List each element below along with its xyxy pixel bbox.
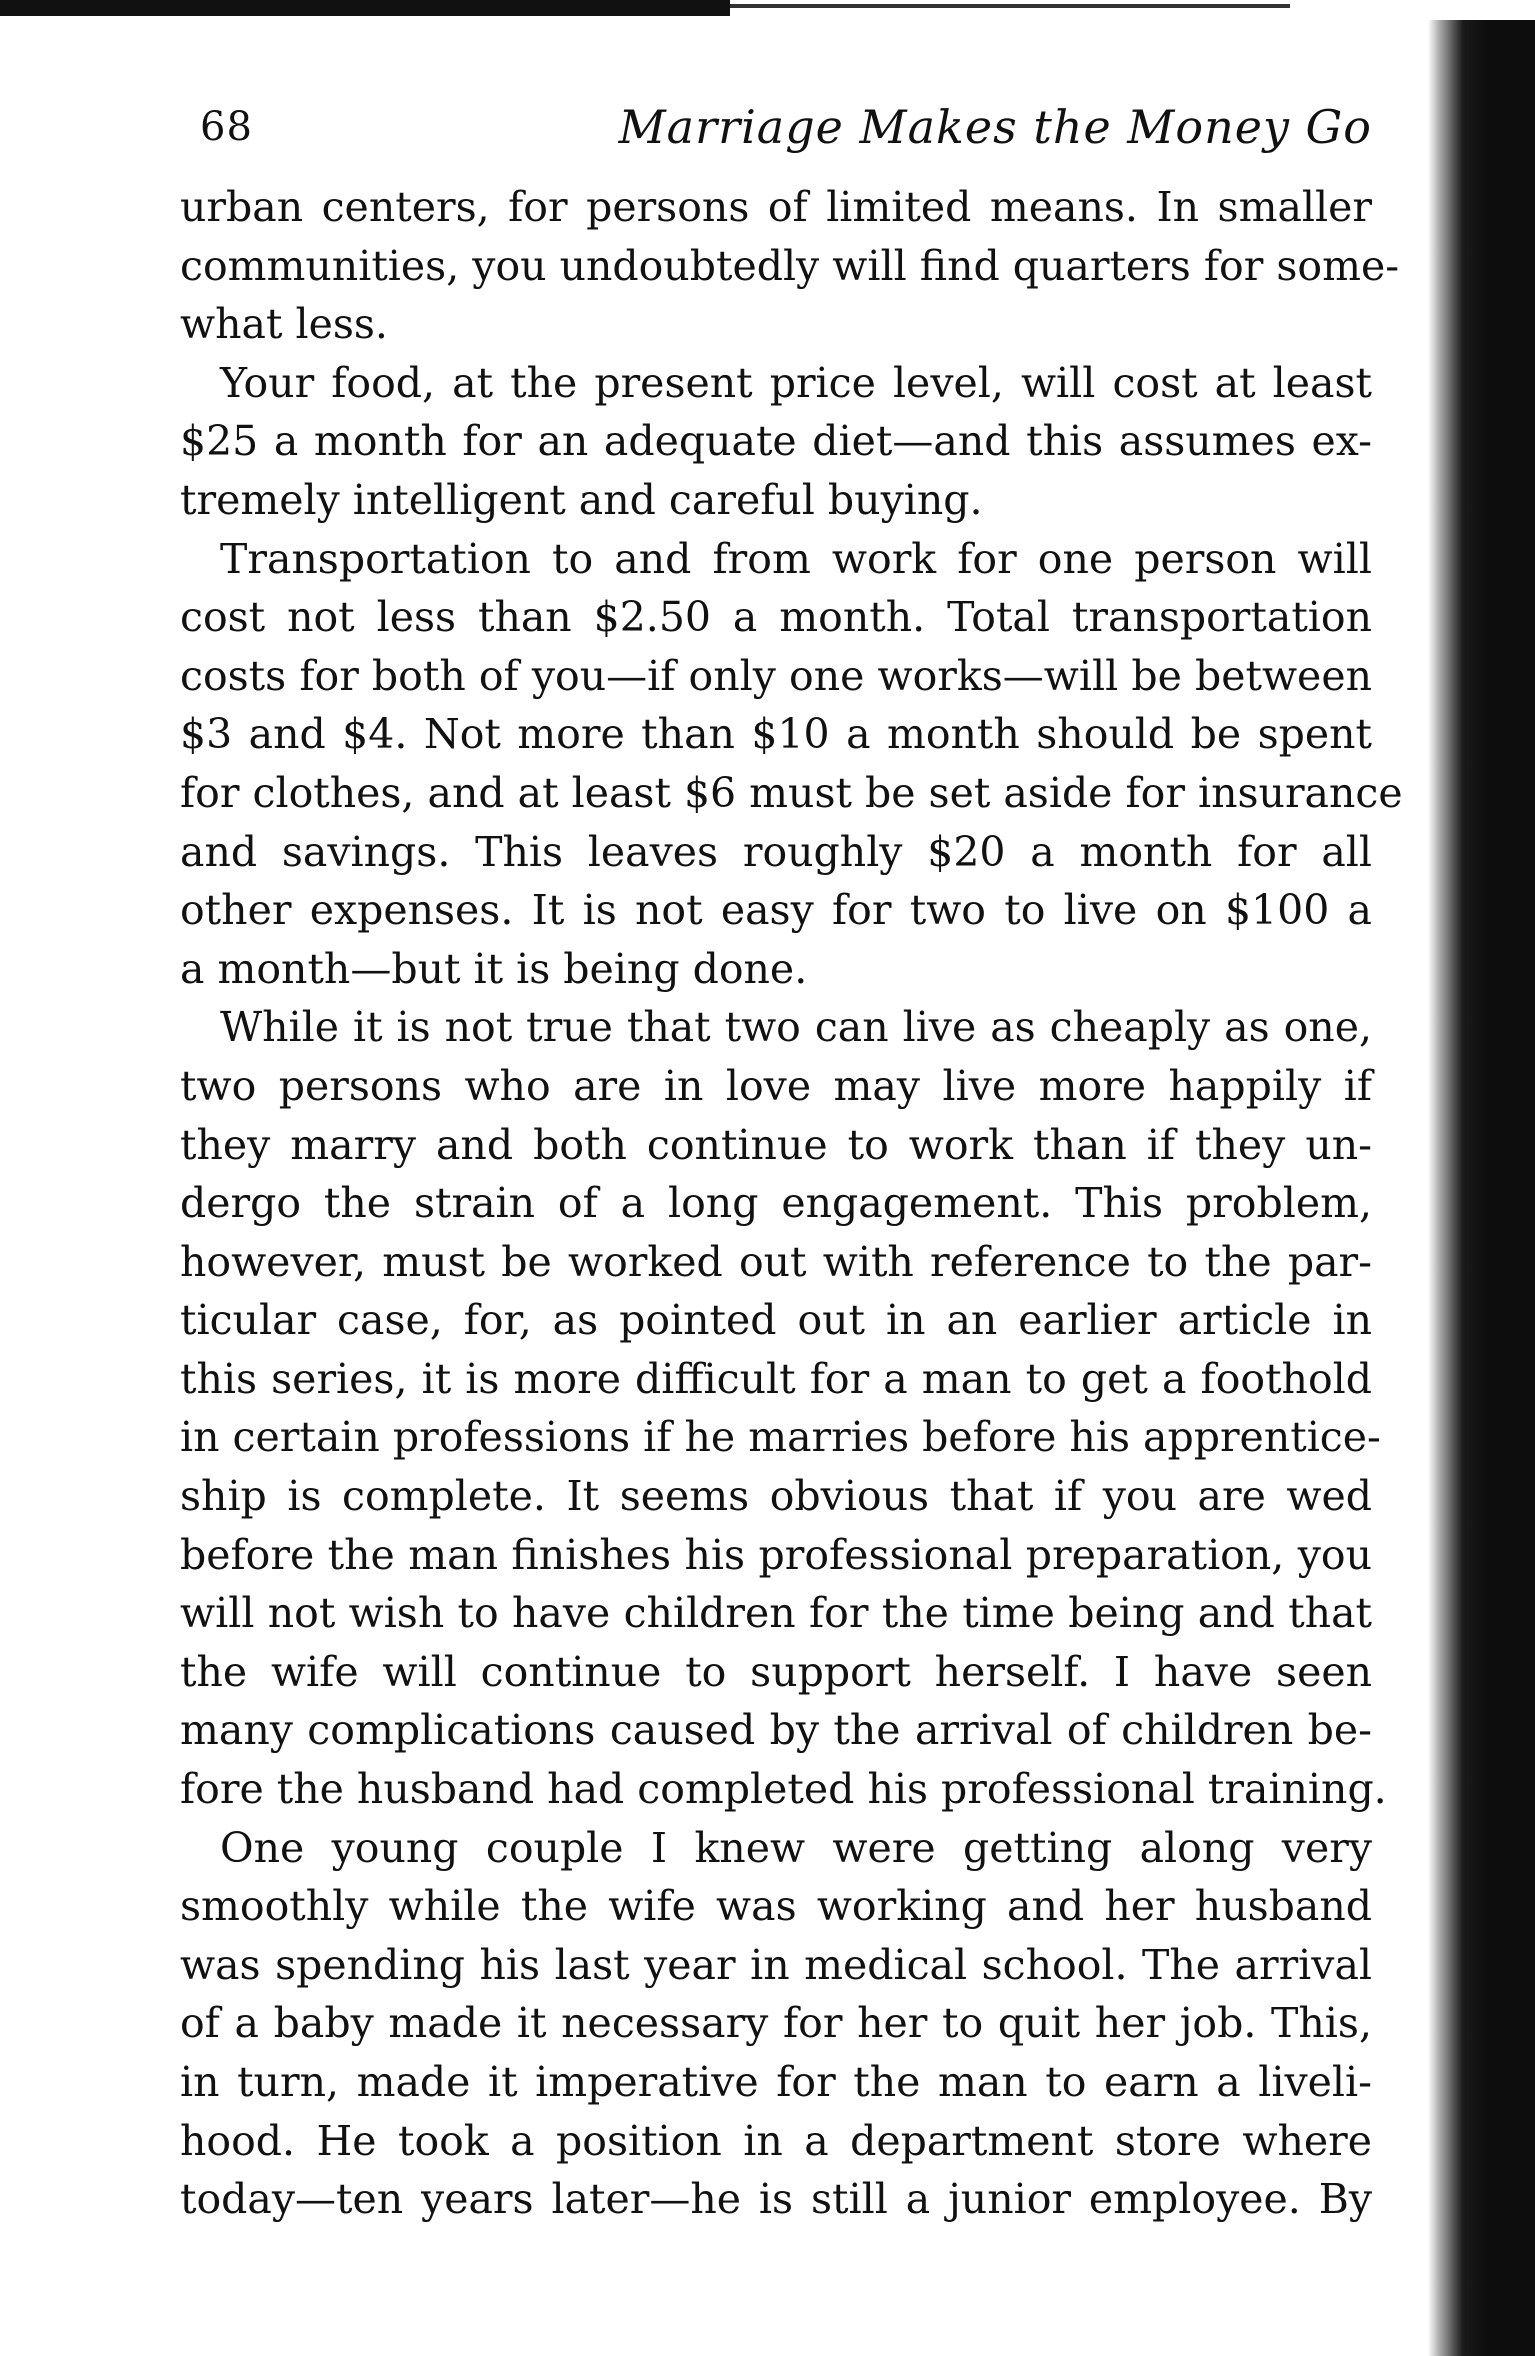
text-line: for clothes, and at least $6 must be set aside for insurance [180, 768, 1403, 817]
text-line: ship is complete. It seems obvious that if you are wed [180, 1472, 1372, 1521]
text-line: cost not less than $2.50 a month. Total transportation [180, 593, 1372, 642]
text-line: $3 and $4. Not more than $10 a month should be spent [180, 710, 1372, 759]
text-line: before the man finishes his professional preparation, you [180, 1530, 1372, 1579]
text-line: fore the husband had completed his professional training. [180, 1765, 1387, 1814]
running-header [200, 90, 1372, 160]
text-line: will not wish to have children for the time being and that [180, 1589, 1372, 1638]
page-number: 68 [200, 104, 253, 150]
text-line: other expenses. It is not easy for two to live on $100 a [180, 886, 1372, 935]
text-line: One young couple I knew were getting along very [220, 1823, 1372, 1872]
text-line: however, must be worked out with reference to the par- [180, 1237, 1372, 1286]
text-line: was spending his last year in medical school. The arrival [180, 1940, 1372, 1989]
text-line: costs for both of you—if only one works—will be between [180, 651, 1372, 700]
binding-shadow [1428, 20, 1535, 2356]
text-line: $25 a month for an adequate diet—and this assumes ex- [180, 417, 1372, 466]
text-line: today—ten years later—he is still a junior employee. By [180, 2175, 1372, 2224]
text-line: smoothly while the wife was working and her husband [180, 1882, 1372, 1931]
text-line: this series, it is more difficult for a man to get a foothold [180, 1354, 1372, 1403]
body-text [180, 178, 1403, 2229]
text-line: they marry and both continue to work than if they un- [180, 1120, 1372, 1169]
text-line: hood. He took a position in a department store where [180, 2116, 1372, 2165]
text-line: Your food, at the present price level, will cost at least [220, 358, 1372, 407]
text-line: two persons who are in love may live more happily if [180, 1061, 1372, 1110]
text-line: what less. [180, 300, 388, 349]
text-line: the wife will continue to support herself. I have seen [180, 1647, 1372, 1696]
text-line: a month—but it is being done. [180, 944, 808, 993]
text-line: tremely intelligent and careful buying. [180, 475, 983, 524]
text-line: communities, you undoubtedly will find quarters for some- [180, 241, 1400, 290]
top-scan-edge [0, 0, 730, 16]
text-line: in turn, made it imperative for the man to earn a liveli- [180, 2058, 1372, 2106]
running-title: Marriage Makes the Money Go [618, 100, 1372, 154]
text-line: many complications caused by the arrival of children be- [180, 1706, 1372, 1755]
text-line: While it is not true that two can live as cheaply as one, [220, 1003, 1372, 1052]
top-scan-edge-thin [730, 4, 1290, 8]
text-line: of a baby made it necessary for her to quit her job. This, [180, 1999, 1372, 2048]
text-line: Transportation to and from work for one person will [220, 534, 1372, 583]
text-line: in certain professions if he marries before his apprentice- [180, 1413, 1381, 1462]
text-line: and savings. This leaves roughly $20 a month for all [180, 827, 1372, 876]
text-line: ticular case, for, as pointed out in an earlier article in [180, 1296, 1372, 1345]
text-line: urban centers, for persons of limited means. In smaller [180, 183, 1372, 231]
text-line: dergo the strain of a long engagement. This problem, [180, 1179, 1372, 1228]
